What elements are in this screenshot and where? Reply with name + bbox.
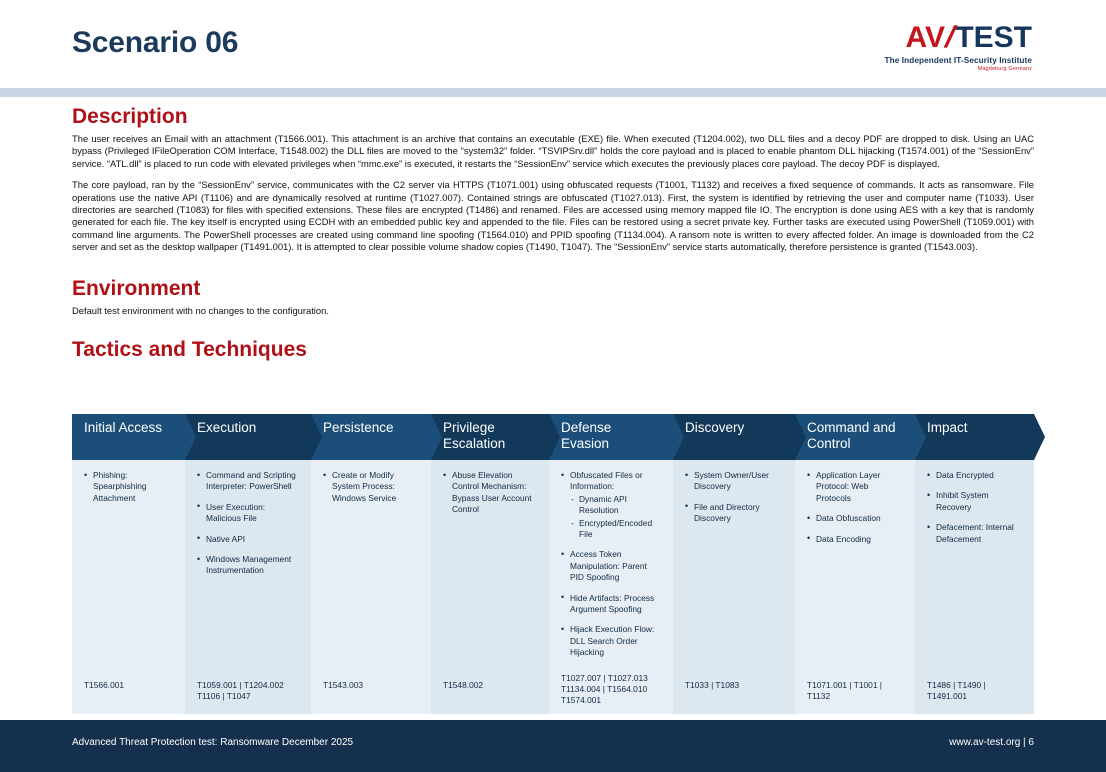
- technique-item: [807, 470, 905, 504]
- matrix-column-body: [72, 460, 185, 680]
- matrix-column-header-label: Privilege Escalation: [443, 420, 506, 451]
- technique-id-list: T1543.003: [311, 680, 431, 714]
- chevron-right-icon: [431, 414, 442, 460]
- technique-item: [443, 470, 539, 516]
- technique-item: [84, 470, 175, 504]
- matrix-column: [311, 414, 431, 714]
- technique-label: User Execution: Malicious File: [206, 501, 266, 524]
- technique-label: Obfuscated Files or Information:: [570, 470, 643, 492]
- page-header: [0, 0, 1106, 88]
- logo-test-text: TEST: [955, 21, 1032, 54]
- tactics-heading: Tactics and Techniques: [72, 338, 307, 362]
- matrix-column-header: [185, 414, 311, 460]
- description-paragraph-1: The user receives an Email with an attachment (T1566.001). This attachment is an archive that contains an executable (EXE) file. When executed (T1204.002), two DLL files and a decoy PDF are dropped to disk. Using an UAC bypass (Privileged IFileOperation COM Interface, T1548.002) the DLL files are moved to the “system32” folder. “TSVIPSrv.dll” holds the core payload and is placed to enable phantom DLL hijacking (T1574.001) of the “SessionEnv” service. “ATL.dll” is placed to run code with elevated privileges when “mmc.exe” is executed, it restarts the “SessionEnv” service which executes the previously places core payload. The decoy PDF is displayed.: [72, 133, 1034, 169]
- technique-id-list: T1027.007 | T1027.013 T1134.004 | T1564.010 T1574.001: [549, 673, 673, 714]
- matrix-column-header: [915, 414, 1034, 460]
- technique-id-list: T1033 | T1083: [673, 680, 795, 714]
- matrix-column: [915, 414, 1034, 714]
- matrix-column: [431, 414, 549, 714]
- page-title: Scenario 06: [72, 26, 239, 59]
- technique-item: [927, 522, 1024, 545]
- technique-item: [685, 470, 785, 493]
- logo-wordmark: [860, 22, 1032, 54]
- chevron-right-icon: [311, 414, 322, 460]
- matrix-column-header-label: Initial Access: [84, 420, 163, 435]
- technique-label: Data Encrypted: [936, 470, 994, 480]
- matrix-column-header-label: Execution: [197, 420, 257, 435]
- technique-item: [561, 593, 663, 616]
- technique-item: [197, 534, 301, 545]
- technique-label: File and Directory Discovery: [694, 501, 760, 524]
- technique-item: [323, 470, 421, 504]
- technique-label: Command and Scripting Interpreter: PowerShell: [206, 470, 296, 492]
- technique-id-list: T1071.001 | T1001 | T1132: [795, 680, 915, 714]
- matrix-column-header-label: Defense Evasion: [561, 420, 612, 451]
- avtest-logo: [860, 22, 1032, 72]
- technique-label: Phishing: Spearphishing Attachment: [93, 470, 147, 503]
- matrix-column-header: [72, 414, 185, 460]
- matrix-column: [549, 414, 673, 714]
- matrix-column-header-label: Persistence: [323, 420, 394, 435]
- matrix-column-body: [915, 460, 1034, 680]
- chevron-right-icon: [549, 414, 560, 460]
- technique-item: [197, 470, 301, 493]
- header-divider: [0, 88, 1106, 97]
- document-body: [72, 104, 1034, 363]
- matrix-column: [185, 414, 311, 714]
- matrix-column-header-label: Discovery: [685, 420, 745, 435]
- matrix-column-header: [673, 414, 795, 460]
- matrix-column-body: [185, 460, 311, 680]
- matrix-column-header: [549, 414, 673, 460]
- technique-subitem: - Encrypted/Encoded File: [570, 518, 663, 541]
- chevron-right-icon: [795, 414, 806, 460]
- logo-av-text: AV: [905, 21, 945, 54]
- page-footer: [0, 720, 1106, 772]
- matrix-column-header-label: Command and Control: [807, 420, 896, 451]
- technique-id-list: T1548.002: [431, 680, 549, 714]
- technique-id-list: T1059.001 | T1204.002 T1106 | T1047: [185, 680, 311, 714]
- environment-heading: Environment: [72, 276, 201, 300]
- technique-label: Inhibit System Recovery: [936, 490, 989, 512]
- description-heading: Description: [72, 105, 188, 128]
- technique-item: [561, 624, 663, 658]
- environment-text: Default test environment with no changes to the configuration.: [72, 304, 329, 316]
- technique-item: [197, 502, 301, 525]
- matrix-column-body: [795, 460, 915, 680]
- technique-label: Hijack Execution Flow: DLL Search Order Hijacking: [570, 624, 655, 658]
- matrix-column: [72, 414, 185, 714]
- tactics-matrix: [72, 414, 1034, 714]
- chevron-right-icon: [915, 414, 926, 460]
- matrix-column-header: [795, 414, 915, 460]
- logo-location: Magdeburg Germany: [977, 66, 1032, 72]
- footer-test-name: Advanced Threat Protection test: Ransomware December 2025: [72, 737, 354, 748]
- environment-section: [72, 276, 1034, 317]
- technique-item: [927, 490, 1024, 513]
- logo-tagline: The Independent IT-Security Institute: [884, 56, 1032, 65]
- matrix-column-body: [311, 460, 431, 680]
- technique-subitem: - Dynamic API Resolution: [570, 494, 663, 517]
- technique-label: Data Encoding: [816, 533, 871, 544]
- technique-item: [197, 554, 301, 577]
- chevron-right-icon: [673, 414, 684, 460]
- technique-label: Defacement: Internal Defacement: [936, 522, 1014, 544]
- matrix-column-header: [311, 414, 431, 460]
- matrix-column-body: [549, 460, 673, 673]
- technique-label: Native API: [206, 533, 246, 544]
- technique-item: [685, 502, 785, 525]
- technique-item: [561, 549, 663, 583]
- footer-site-page: www.av-test.org | 6: [949, 737, 1034, 748]
- technique-label: Create or Modify System Process: Windows Service: [332, 470, 397, 503]
- matrix-column-header-label: Impact: [927, 420, 968, 435]
- technique-label: Application Layer Protocol: Web Protocols: [816, 470, 881, 503]
- technique-label: System Owner/User Discovery: [694, 470, 769, 492]
- matrix-column-body: [673, 460, 795, 680]
- technique-item: [807, 534, 905, 545]
- technique-id-list: T1566.001: [72, 680, 185, 714]
- logo-slash-icon: /: [941, 21, 960, 54]
- technique-item: [807, 513, 905, 524]
- matrix-column: [673, 414, 795, 714]
- tactics-section: [72, 337, 1034, 363]
- technique-label: Data Obfuscation: [816, 513, 881, 524]
- technique-label: Hide Artifacts: Process Argument Spoofing: [570, 592, 655, 615]
- technique-id-list: T1486 | T1490 | T1491.001: [915, 680, 1034, 714]
- technique-label: Abuse Elevation Control Mechanism: Bypass User Account Control: [452, 470, 532, 515]
- technique-label: Access Token Manipulation: Parent PID Spoofing: [570, 549, 647, 583]
- chevron-right-icon: [185, 414, 196, 460]
- matrix-column: [795, 414, 915, 714]
- matrix-column-body: [431, 460, 549, 680]
- matrix-column-header: [431, 414, 549, 460]
- description-paragraph-2: The core payload, ran by the “SessionEnv” service, communicates with the C2 server via HTTPS (T1071.001) using obfuscated requests (T1001, T1132) and receives a fixed sequence of commands. It acts as ransomware. File operations use the native API (T1106) and are dynamically resolved at runtime (T1027.007). Contained strings are obfuscated (T1027.013). First, the system is identified by retrieving the user and computer name (T1033). User directories are searched (T1083) for files with specified extensions. These files are encrypted (T1486) and renamed. Files are accessed using memory mapped file IO. The encryption is done using AES with a key that is randomly generated for each file. The key itself is encrypted using ECDH with an embedded public key and appended to the file. Files can be restored using a secret private key. Further tasks are executed using PowerShell (T1059.001) with command line arguments. The PowerShell processes are created using command line spoofing (T1564.010) and PPID spoofing (T1134.004). A ransom note is written to every affected folder. An image is downloaded from the C2 server and set as the desktop wallpaper (T1491.001). It is attempted to clear possible volume shadow copies (T1490, T1047). The “SessionEnv” service starts automatically, therefore persistence is granted (T1543.003).: [72, 179, 1034, 253]
- technique-item: [561, 470, 663, 540]
- technique-label: Windows Management Instrumentation: [206, 554, 292, 576]
- technique-item: [927, 470, 1024, 481]
- chevron-right-icon: [1034, 414, 1045, 460]
